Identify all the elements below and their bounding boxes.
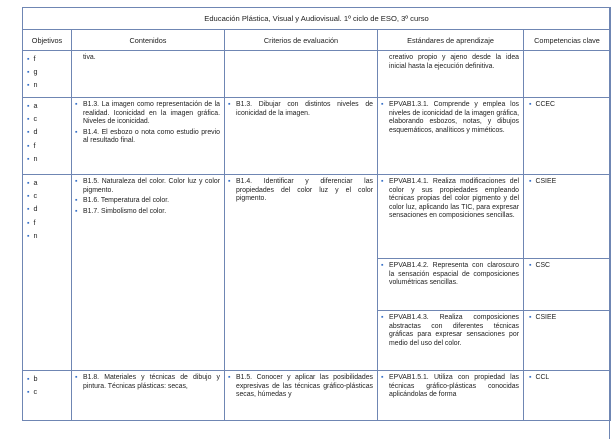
- estandares-cell: [378, 98, 524, 175]
- bullet-icon: ▪: [75, 197, 78, 204]
- objetivo-item: ▪ c: [27, 114, 38, 124]
- table-title: Educación Plástica, Visual y Audiovisual. 1º ciclo de ESO, 3º curso: [23, 8, 611, 30]
- bullet-icon: ▪: [381, 262, 384, 269]
- bullet-icon: ▪: [27, 56, 30, 63]
- contenido-item: ▪ B1.5. Naturaleza del color. Color luz y color pigmento.: [75, 178, 220, 194]
- contenido-item: ▪ B1.3. La imagen como representación de la realidad. Iconicidad en la imagen gráfica. Niveles de iconicidad.: [75, 101, 220, 125]
- bullet-icon: ▪: [27, 232, 30, 240]
- criterio-item: ▪ B1.4. Identificar y diferenciar las propiedades del color luz y el color pigmento.: [228, 178, 373, 202]
- bullet-icon: ▪: [529, 178, 532, 185]
- bullet-icon: ▪: [228, 374, 231, 381]
- contenidos-cell: [72, 371, 225, 421]
- header-row: [23, 30, 611, 51]
- header-objetivos: Objetivos: [23, 30, 72, 51]
- objetivo-item: ▪ c: [27, 387, 38, 397]
- bullet-icon: ▪: [27, 193, 30, 201]
- criterios-cell: [225, 175, 378, 371]
- contenido-item: ▪ B1.6. Temperatura del color.: [75, 197, 170, 204]
- objetivo-item: ▪ a: [27, 178, 38, 187]
- bullet-icon: ▪: [381, 101, 384, 108]
- objetivos-cell: [23, 98, 72, 175]
- estandares-cell: [378, 371, 524, 421]
- objetivo-item: ▪ f: [27, 140, 36, 150]
- contenido-item: ▪ B1.7. Simbolismo del color.: [75, 207, 167, 215]
- estandar-item: ▪ EPVAB1.4.3. Realiza composiciones abstractas con diferentes técnicas gráficas para expresar sensaciones por medio del uso del color.: [381, 314, 519, 347]
- estandares-cell: [378, 175, 524, 259]
- bullet-icon: ▪: [381, 374, 384, 381]
- objetivo-item: ▪ f: [27, 217, 36, 227]
- competencia-code: CSIEE: [535, 314, 557, 321]
- bullet-icon: ▪: [27, 142, 30, 150]
- contenido-item: ▪ B1.8. Materiales y técnicas de dibujo y pintura. Técnicas plásticas: secas,: [75, 374, 220, 390]
- competencia-code: CCL: [535, 374, 550, 381]
- bullet-icon: ▪: [27, 82, 30, 90]
- header-competencias: Competencias clave: [524, 30, 611, 51]
- bullet-icon: ▪: [27, 206, 30, 214]
- competencias-cell: [524, 311, 611, 371]
- estandar-item: ▪ EPVAB1.3.1. Comprende y emplea los niveles de iconicidad de la imagen gráfica, elaborando esbozos, notas, y dibujos esquemáticos, analíticos y miméticos.: [381, 101, 519, 134]
- criterios-cell: [225, 51, 378, 98]
- bullet-icon: ▪: [75, 178, 78, 185]
- objetivos-cell: [23, 371, 72, 421]
- bullet-icon: ▪: [529, 314, 532, 321]
- bullet-icon: ▪: [75, 128, 78, 136]
- competencias-cell: [524, 259, 611, 311]
- header-criterios: Criterios de evaluación: [225, 30, 378, 51]
- bullet-icon: ▪: [381, 314, 384, 321]
- bullet-icon: ▪: [529, 101, 532, 108]
- bullet-icon: ▪: [27, 219, 30, 227]
- estandar-item: ▪ EPVAB1.5.1. Utiliza con propiedad las técnicas gráfico-plásticas conocidas aplicándolas de forma: [381, 374, 519, 398]
- contenido-item: ▪ B1.4. El esbozo o nota como estudio previo al resultado final.: [75, 128, 220, 144]
- contenidos-cell: [72, 175, 225, 371]
- bullet-icon: ▪: [27, 103, 30, 110]
- estandares-cell: [378, 259, 524, 311]
- bullet-icon: ▪: [75, 207, 78, 215]
- bullet-icon: ▪: [75, 101, 78, 108]
- bullet-icon: ▪: [27, 389, 30, 397]
- objetivo-item: ▪ g: [27, 67, 38, 77]
- competencias-cell: [524, 98, 611, 175]
- competencia-code: CSC: [535, 262, 551, 269]
- bullet-icon: ▪: [27, 155, 30, 163]
- curriculum-table: [22, 7, 611, 421]
- bullet-icon: ▪: [27, 180, 30, 187]
- header-estandares: Estándares de aprendizaje: [378, 30, 524, 51]
- objetivo-item: ▪ a: [27, 101, 38, 110]
- criterios-cell: [225, 98, 378, 175]
- criterio-item: ▪ B1.5. Conocer y aplicar las posibilidades expresivas de las técnicas gráfico-plásticas secas, húmedas y: [228, 374, 373, 398]
- objetivo-item: ▪ d: [27, 127, 38, 137]
- header-contenidos: Contenidos: [72, 30, 225, 51]
- objetivo-item: ▪ n: [27, 80, 38, 90]
- objetivo-item: ▪ n: [27, 230, 38, 240]
- estandares-cell: [378, 311, 524, 371]
- criterio-item: ▪ B1.3. Dibujar con distintos niveles de iconicidad de la imagen.: [228, 101, 373, 117]
- bullet-icon: ▪: [27, 69, 30, 77]
- table-row: [23, 51, 611, 98]
- competencia-code: CCEC: [535, 101, 556, 108]
- title-row: [23, 8, 611, 30]
- competencias-cell: [524, 51, 611, 98]
- objetivo-item: ▪ d: [27, 204, 38, 214]
- objetivos-cell: [23, 51, 72, 98]
- criterios-cell: [225, 371, 378, 421]
- bullet-icon: ▪: [27, 376, 30, 383]
- objetivos-cell: [23, 175, 72, 371]
- table-row: [23, 371, 611, 421]
- objetivo-item: ▪ f: [27, 54, 36, 63]
- bullet-icon: ▪: [529, 374, 532, 381]
- estandar-item: ▪ EPVAB1.4.2. Representa con claroscuro la sensación espacial de composiciones volumétricas sencillas.: [381, 262, 519, 286]
- table-row: [23, 175, 611, 259]
- estandares-cell: creativo propio y ajeno desde la idea inicial hasta la ejecución definitiva.: [378, 51, 524, 98]
- bullet-icon: ▪: [27, 116, 30, 124]
- competencias-cell: [524, 175, 611, 259]
- contenidos-cell: tiva.: [72, 51, 225, 98]
- objetivo-item: ▪ c: [27, 191, 38, 201]
- bullet-icon: ▪: [529, 262, 532, 269]
- bullet-icon: ▪: [381, 178, 384, 185]
- objetivo-item: ▪ b: [27, 374, 38, 383]
- bullet-icon: ▪: [228, 101, 231, 108]
- competencias-cell: [524, 371, 611, 421]
- contenidos-cell: [72, 98, 225, 175]
- estandar-item: ▪ EPVAB1.4.1. Realiza modificaciones del color y sus propiedades empleando técnicas propias del color pigmento y del color luz, aplicando las TIC, para expresar sensaciones en composiciones sencillas.: [381, 178, 519, 219]
- bullet-icon: ▪: [228, 178, 231, 185]
- competencia-code: CSIEE: [535, 178, 557, 185]
- bullet-icon: ▪: [75, 374, 78, 381]
- table-row: [23, 98, 611, 175]
- bullet-icon: ▪: [27, 129, 30, 137]
- objetivo-item: ▪ n: [27, 153, 38, 163]
